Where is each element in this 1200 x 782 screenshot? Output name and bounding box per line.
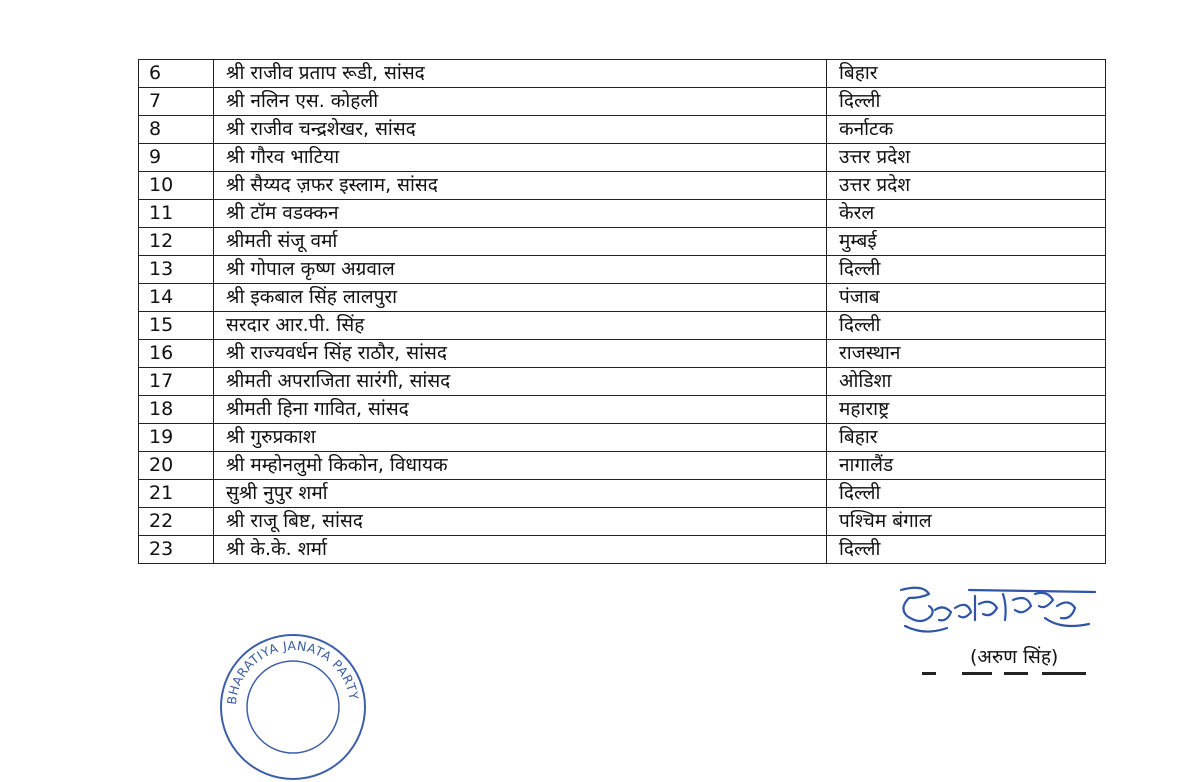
row-number: 14 <box>139 284 214 312</box>
row-number: 9 <box>139 144 214 172</box>
table-row <box>139 452 1106 480</box>
member-state: मुम्बई <box>827 228 1106 256</box>
member-state: दिल्ली <box>827 256 1106 284</box>
member-name: श्रीमती अपराजिता सारंगी, सांसद <box>214 368 827 396</box>
table-row <box>139 60 1106 88</box>
member-state: उत्तर प्रदेश <box>827 172 1106 200</box>
table-row <box>139 200 1106 228</box>
table-row <box>139 480 1106 508</box>
member-name: श्री राज्यवर्धन सिंह राठौर, सांसद <box>214 340 827 368</box>
bottom-text-fragment <box>922 669 1102 675</box>
member-state: दिल्ली <box>827 88 1106 116</box>
row-number: 15 <box>139 312 214 340</box>
row-number: 17 <box>139 368 214 396</box>
member-state: कर्नाटक <box>827 116 1106 144</box>
member-name: श्री गौरव भाटिया <box>214 144 827 172</box>
table-row <box>139 284 1106 312</box>
handwritten-signature <box>895 586 1105 644</box>
member-state: राजस्थान <box>827 340 1106 368</box>
table-row <box>139 144 1106 172</box>
table-row <box>139 312 1106 340</box>
table-row <box>139 424 1106 452</box>
member-name: श्री नलिन एस. कोहली <box>214 88 827 116</box>
member-state: ओडिशा <box>827 368 1106 396</box>
member-state: दिल्ली <box>827 480 1106 508</box>
members-table <box>138 59 1106 564</box>
row-number: 16 <box>139 340 214 368</box>
table-row <box>139 256 1106 284</box>
member-state: पश्चिम बंगाल <box>827 508 1106 536</box>
member-state: उत्तर प्रदेश <box>827 144 1106 172</box>
member-name: सुश्री नुपुर शर्मा <box>214 480 827 508</box>
member-state: पंजाब <box>827 284 1106 312</box>
table-row <box>139 228 1106 256</box>
row-number: 13 <box>139 256 214 284</box>
member-name: श्री इकबाल सिंह लालपुरा <box>214 284 827 312</box>
member-name: श्रीमती हिना गावित, सांसद <box>214 396 827 424</box>
member-state: बिहार <box>827 60 1106 88</box>
row-number: 12 <box>139 228 214 256</box>
party-seal <box>218 632 368 782</box>
table-row <box>139 172 1106 200</box>
member-name: श्री सैय्यद ज़फर इस्लाम, सांसद <box>214 172 827 200</box>
member-name: श्री मम्होनलुमो किकोन, विधायक <box>214 452 827 480</box>
row-number: 8 <box>139 116 214 144</box>
table-row <box>139 396 1106 424</box>
member-state: दिल्ली <box>827 312 1106 340</box>
member-state: नागालैंड <box>827 452 1106 480</box>
member-state: केरल <box>827 200 1106 228</box>
row-number: 21 <box>139 480 214 508</box>
member-name: श्री गुरुप्रकाश <box>214 424 827 452</box>
member-name: श्रीमती संजू वर्मा <box>214 228 827 256</box>
member-state: बिहार <box>827 424 1106 452</box>
table-row <box>139 368 1106 396</box>
table-row <box>139 536 1106 564</box>
member-state: महाराष्ट्र <box>827 396 1106 424</box>
members-table-body <box>139 60 1106 564</box>
member-name: श्री टॉम वडक्कन <box>214 200 827 228</box>
table-row <box>139 116 1106 144</box>
member-state: दिल्ली <box>827 536 1106 564</box>
member-name: सरदार आर.पी. सिंह <box>214 312 827 340</box>
row-number: 11 <box>139 200 214 228</box>
table-row <box>139 340 1106 368</box>
svg-text:BHARATIYA JANATA PARTY: BHARATIYA JANATA PARTY <box>223 637 362 706</box>
row-number: 19 <box>139 424 214 452</box>
row-number: 20 <box>139 452 214 480</box>
member-name: श्री गोपाल कृष्ण अग्रवाल <box>214 256 827 284</box>
row-number: 7 <box>139 88 214 116</box>
row-number: 22 <box>139 508 214 536</box>
member-name: श्री राजू बिष्ट, सांसद <box>214 508 827 536</box>
signer-name: (अरुण सिंह) <box>970 646 1059 668</box>
member-name: श्री राजीव चन्द्रशेखर, सांसद <box>214 116 827 144</box>
row-number: 18 <box>139 396 214 424</box>
row-number: 23 <box>139 536 214 564</box>
member-name: श्री के.के. शर्मा <box>214 536 827 564</box>
member-name: श्री राजीव प्रताप रूडी, सांसद <box>214 60 827 88</box>
table-row <box>139 88 1106 116</box>
row-number: 10 <box>139 172 214 200</box>
table-row <box>139 508 1106 536</box>
row-number: 6 <box>139 60 214 88</box>
